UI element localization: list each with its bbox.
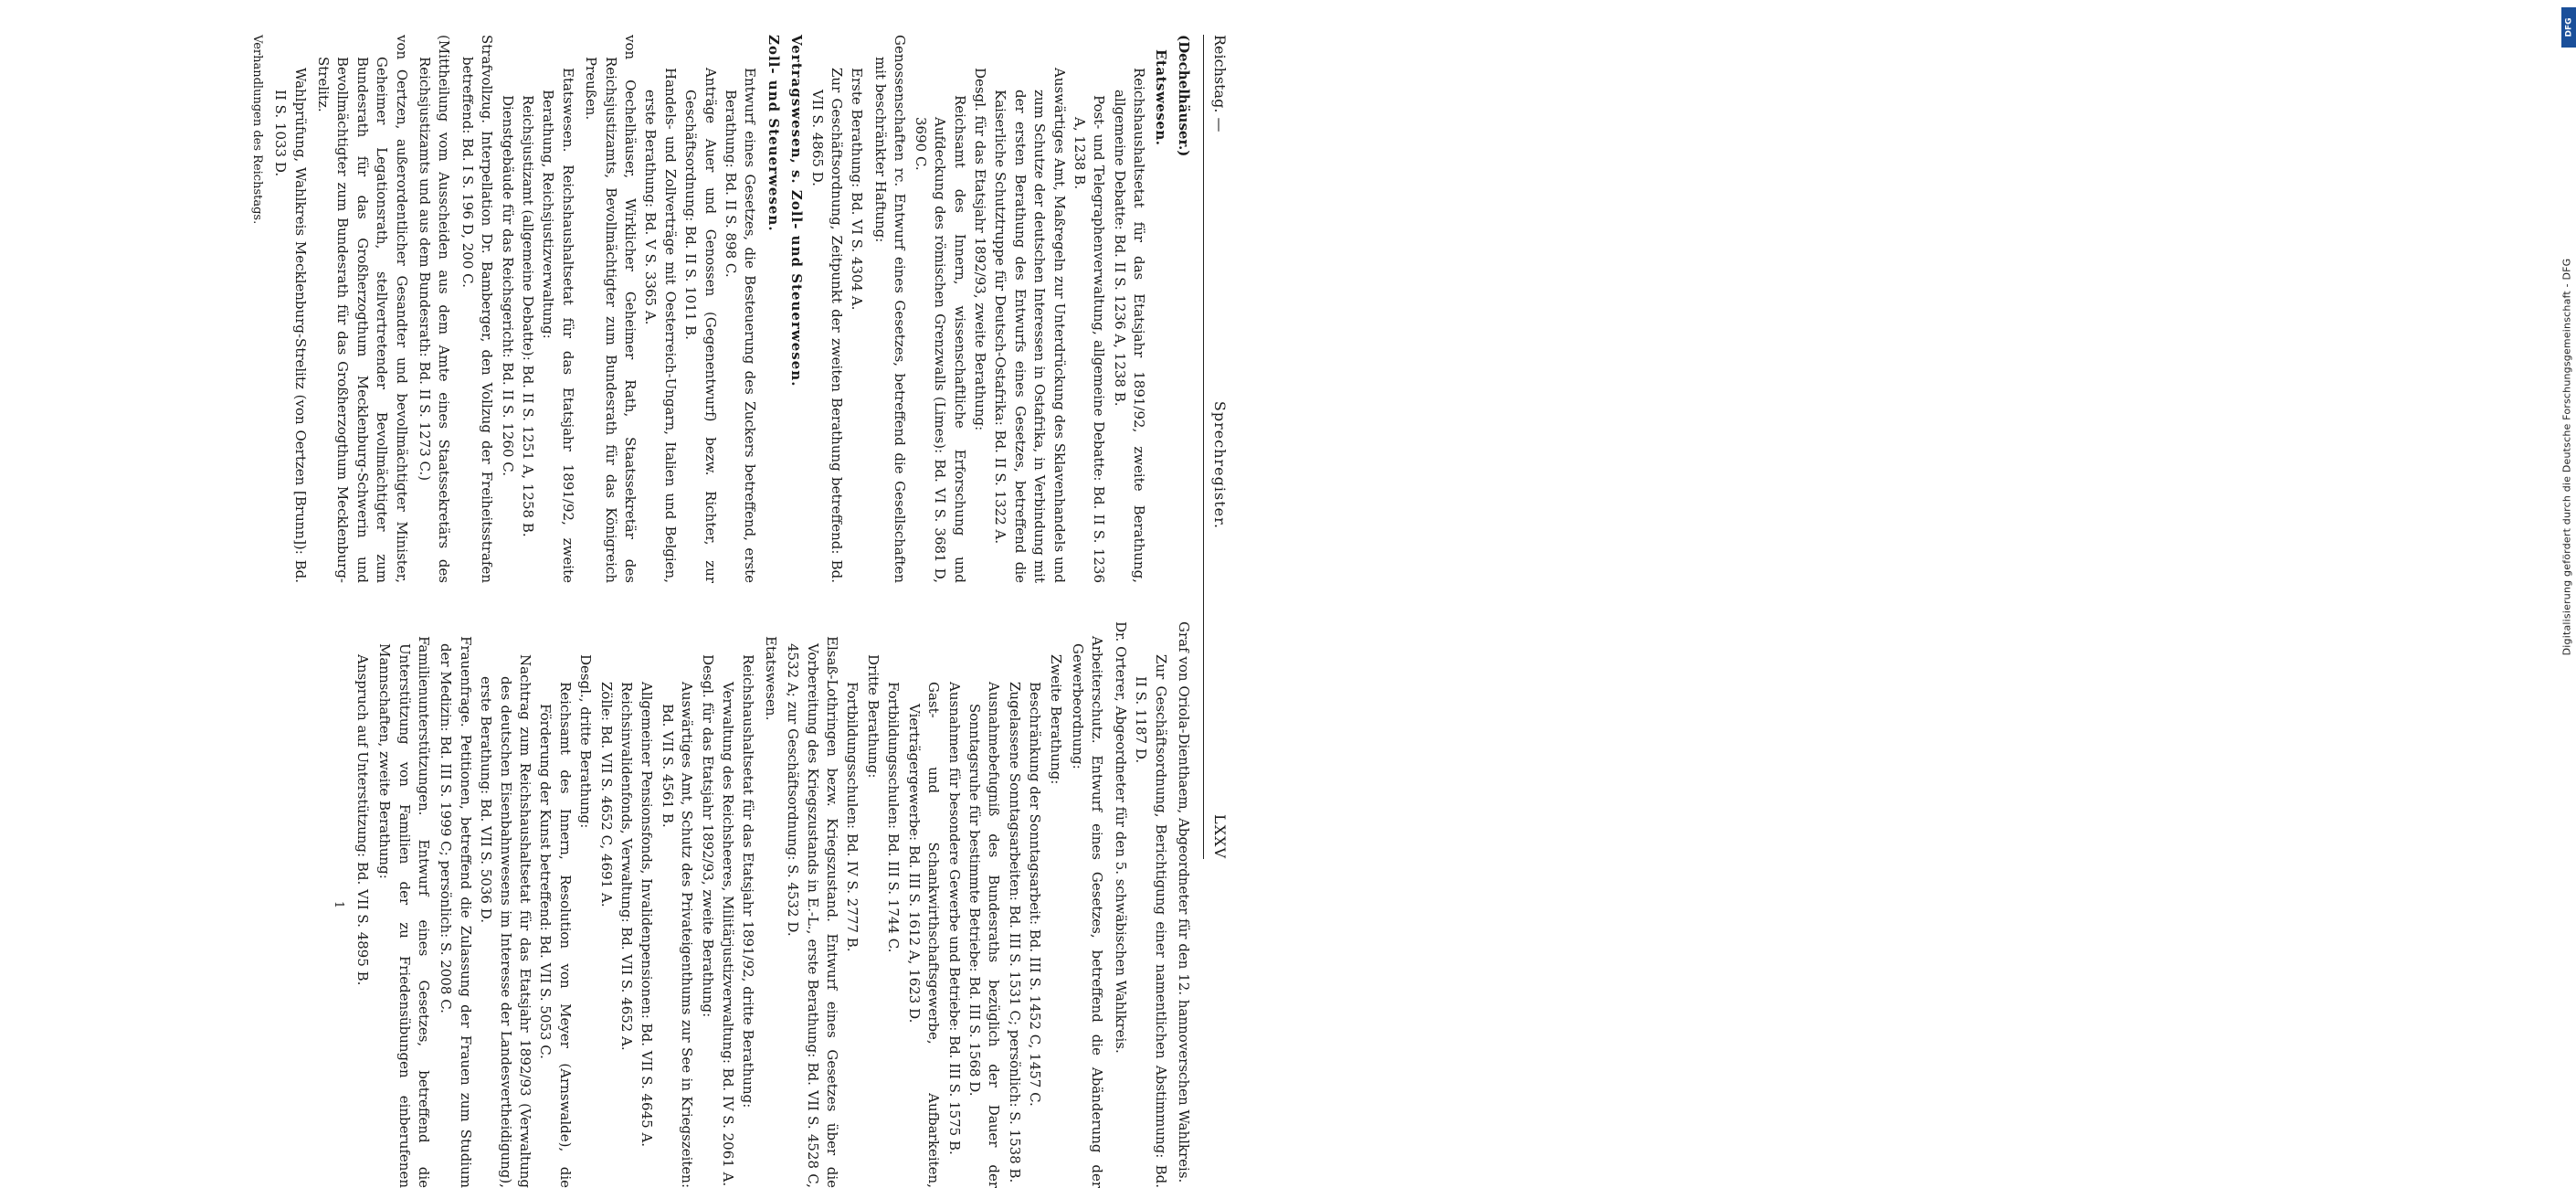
- index-entry: Desgl., dritte Berathung:: [577, 654, 595, 829]
- header-left: Reichstag. —: [1211, 35, 1229, 133]
- index-entry: Allgemeiner Pensionsfonds, Invalidenpensionen: Bd. VII S. 4645 A.: [639, 682, 656, 1148]
- index-entry: Reichshaushaltsetat für das Etatsjahr 1891/92, dritte Berathung:: [740, 654, 757, 1108]
- signature-mark: 1: [332, 900, 346, 909]
- column-left: [247, 35, 1193, 583]
- index-entry: Desgl. für das Etatsjahr 1892/93, zweite Berathung:: [699, 654, 716, 1018]
- index-entry: Reichsamt des Innern, Resolution von Meyer (Arnswalde), die Förderung der Kunst betreffend: Bd. VII S. 5053 C.: [537, 682, 574, 1188]
- header-rule: [1203, 35, 1204, 859]
- index-entry: Post- und Telegraphenverwaltung, allgemeine Debatte: Bd. II S. 1236 A, 1238 B.: [1071, 95, 1108, 583]
- index-entry: Arbeiterschutz. Entwurf eines Gesetzes, betreffend die Abänderung der Gewerbeordnung:: [1069, 636, 1106, 1188]
- index-entry: Zur Geschäftsordnung, Berichtigung einer namentlichen Abstimmung: Bd. II S. 1187 D.: [1133, 654, 1169, 1188]
- page-header: [1206, 35, 1230, 896]
- index-entry: Reichshaushaltsetat für das Etatsjahr 1891/92, zweite Berathung, allgemeine Debatte: Bd. II S. 1236 A, 1238 B.: [1111, 68, 1148, 583]
- index-entry: Fortbildungsschulen: Bd. III S. 1744 C.: [885, 682, 903, 953]
- index-entry-speaker: Graf von Oriola-Dienthaem, Abgeordneter für den 12. hannoverschen Wahlkreis.: [1176, 621, 1192, 1183]
- index-entry: Reichsjustizamt (allgemeine Debatte): Bd. II S. 1251 A, 1258 B.: [520, 95, 536, 537]
- col1-section-etatswesen: Etatswesen.: [1152, 49, 1169, 146]
- dfg-logo: DFG: [2561, 7, 2576, 48]
- index-entry: Zölle: Bd. VII S. 4652 C, 4691 A.: [597, 682, 615, 907]
- index-entry: Handels- und Zollverträge mit Oesterreich-Ungarn, Italien und Belgien, erste Berathung: Bd. V S. 3365 A.: [642, 68, 679, 583]
- index-entry: Etatswesen.: [762, 636, 779, 721]
- index-entry: Auswärtiges Amt, Maßregeln zur Unterdrückung des Sklavenhandels und zum Schutze der deutschen Interessen in Ostafrika, in Verbindung mit der ersten Berathung des Entwurfs eines Gesetzes, betreffend die Kaiserliche Schutztruppe für Deutsch-Ostafrika: Bd. II S. 1322 A.: [992, 68, 1068, 583]
- index-entry: (Mittheilung vom Ausscheiden aus dem Amte eines Staatssekretärs des Reichsjustizamts und aus dem Bundesrath: Bd. II S. 1273 C.): [416, 35, 453, 583]
- footer-note: Verhandlungen des Reichstags.: [249, 35, 264, 225]
- index-entry: Etatswesen. Reichshaushaltsetat für das Etatsjahr 1891/92, zweite Berathung, Reichsjustizverwaltung:: [540, 68, 576, 583]
- index-entry: Reichsamt des Innern, wissenschaftliche Erforschung und Aufdeckung des römischen Grenzwalls (Limes): Bd. VI S. 3681 D, 3690 C.: [912, 95, 968, 583]
- digitization-credit: Digitalisierung gefördert durch die Deutsche Forschungsgemeinschaft - DFG: [2560, 258, 2573, 656]
- index-entry: Frauenfrage. Petitionen, betreffend die Zulassung der Frauen zum Studium der Medizin: Bd. III S. 1999 C; persönlich: S. 2008 C.: [438, 636, 474, 1188]
- index-entry: Erste Berathung: Bd. VI S. 4304 A.: [849, 68, 866, 311]
- index-entry: Dienstgebäude für das Reichsgericht: Bd. II S. 1260 C.: [499, 95, 516, 476]
- index-entry: Zur Geschäftsordnung, Zeitpunkt der zweiten Berathung betreffend: Bd. VII S. 4865 D.: [808, 68, 846, 583]
- index-entry: Elsaß-Lothringen bezw. Kriegszustand. Entwurf eines Gesetzes über die Vorbereitung des Kriegszustands in E.-L., erste Berathung: Bd. VII S. 4528 C, 4532 A; zur Geschäftsordnung: S. 4532 D.: [785, 636, 841, 1188]
- index-entry: Vertragswesen, s. Zoll- und Steuerwesen.: [788, 35, 806, 387]
- index-entry: Anträge Auer und Genossen (Gegenentwurf) bezw. Richter, zur Geschäftsordnung: Bd. II S. 1011 B.: [682, 68, 719, 583]
- index-entry: Ausnahmen für besondere Gewerbe und Betriebe: Bd. III S. 1575 B.: [945, 682, 963, 1155]
- column-right: [329, 621, 1193, 1188]
- index-entry: Zoll- und Steuerwesen.: [765, 35, 782, 232]
- index-entry: Reichsinvalidenfonds, Verwaltung: Bd. VII S. 4652 A.: [618, 682, 636, 1051]
- index-entry: Strafvollzug. Interpellation Dr. Bamberger, den Vollzug der Freiheitsstrafen betreffend: Bd. I S. 196 D, 200 C.: [459, 35, 496, 583]
- index-entry-speaker: von Oertzen, außerordentlicher Gesandter und bevollmächtigter Minister, Geheimer Legationsrath, stellvertretender Bevollmächtigter zum Bundesrath für das Großherzogthum Mecklenburg-Schwerin und Bevollmächtigter zum Bundesrath für das Großherzogthum Mecklenburg-Strelitz.: [314, 35, 410, 583]
- index-entry: Verwaltung des Reichsheeres, Militärjustizverwaltung: Bd. IV S. 2061 A.: [720, 682, 737, 1187]
- index-entry: Ausnahmebefugniß des Bundesraths bezüglich der Dauer der Sonntagsruhe für bestimmte Betriebe: Bd. III S. 1568 D.: [966, 682, 1003, 1188]
- index-entry: Anspruch auf Unterstützung: Bd. VII S. 4895 B.: [354, 654, 371, 986]
- index-entry: Beschränkung der Sonntagsarbeit: Bd. III S. 1452 C, 1457 C.: [1027, 682, 1044, 1107]
- index-entry: Genossenschaften rc. Entwurf eines Gesetzes, betreffend die Gesellschaften mit beschränkter Haftung:: [871, 35, 909, 583]
- index-entry: Familienunterstützungen. Entwurf eines Gesetzes, betreffend die Unterstützung von Familien der zu Friedensübungen einberufenen Mannschaften, zweite Berathung:: [376, 636, 432, 1188]
- col1-heading: (Dechelhäuser.): [1176, 35, 1192, 157]
- index-entry: Desgl. für das Etatsjahr 1892/93, zweite Berathung:: [971, 68, 988, 431]
- scan-margin: [1272, 0, 2574, 914]
- index-entry: Zugelassene Sonntagsarbeiten: Bd. III S. 1531 C; persönlich: S. 1538 B.: [1006, 682, 1023, 1183]
- header-center: Sprechregister.: [1211, 400, 1229, 530]
- index-entry-speaker: von Oechelhäuser, Wirklicher Geheimer Rath, Staatssekretär des Reichsjustizamts, Bevollmächtigter zum Bundesrath für das Königreich Preußen.: [583, 35, 639, 583]
- index-entry: Wahlprüfung, Wahlkreis Mecklenburg-Strelitz (von Oertzen [Brunn]): Bd. II S. 1033 D.: [272, 68, 309, 583]
- page-number: LXXV: [1211, 814, 1229, 859]
- index-entry: Nachtrag zum Reichshaushaltsetat für das Etatsjahr 1892/93 (Verwaltung des deutschen Eisenbahnwesens im Interesse der Landesvertheidigung), erste Berathung: Bd. VII S. 5036 D.: [478, 654, 533, 1188]
- index-entry-speaker: Dr. Orterer, Abgeordneter für den 5. schwäbischen Wahlkreis.: [1112, 621, 1129, 1054]
- index-entry: Dritte Berathung:: [864, 654, 882, 779]
- index-entry: Entwurf eines Gesetzes, die Besteuerung des Zuckers betreffend, erste Berathung: Bd. II S. 898 C.: [723, 68, 759, 583]
- rotated-page: [29, 18, 1244, 1188]
- index-entry: Gast- und Schankwirthschaftsgewerbe, Aufbarkeiten, Vierträgergewerbe: Bd. III S. 1612 A, 1623 D.: [905, 682, 943, 1188]
- index-entry: Auswärtiges Amt, Schutz des Privateigenthums zur See in Kriegszeiten: Bd. VII S. 4561 B.: [659, 682, 696, 1188]
- index-entry: Fortbildungsschulen: Bd. IV S. 2777 B.: [844, 682, 861, 952]
- index-entry: Zweite Berathung:: [1047, 654, 1064, 785]
